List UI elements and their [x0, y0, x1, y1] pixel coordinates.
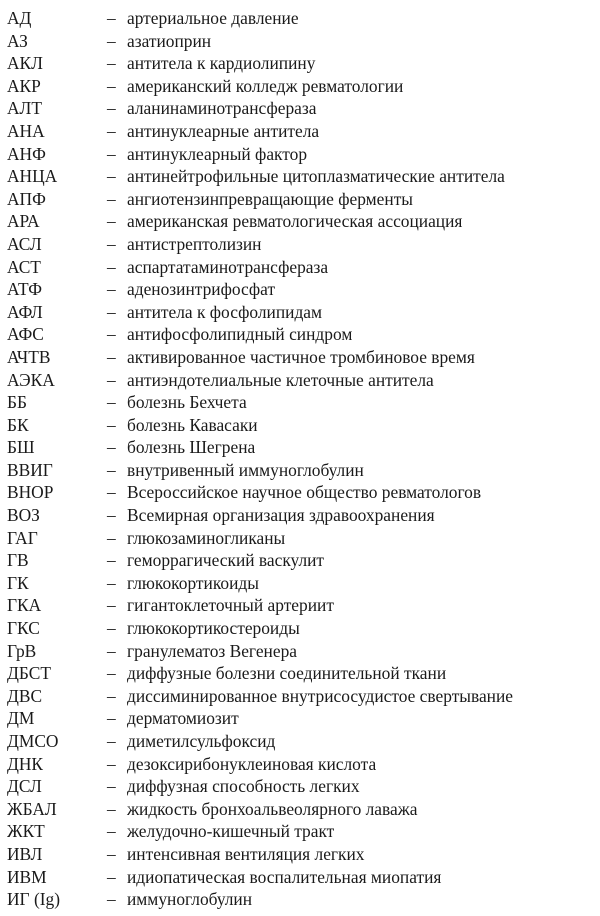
- dash-separator: –: [107, 30, 116, 51]
- abbreviation-definition: антитела к кардиолипину: [127, 53, 316, 74]
- dash-separator: –: [107, 8, 116, 28]
- abbreviation-definition: геморрагический васкулит: [127, 550, 325, 571]
- abbreviation-term: ГКА: [7, 595, 42, 616]
- abbreviation-term: АНФ: [7, 143, 46, 164]
- abbreviation-term: АФЛ: [7, 301, 43, 322]
- abbreviation-definition: антистрептолизин: [127, 233, 262, 254]
- abbreviation-row: [0, 888, 600, 911]
- abbreviation-definition: американский колледж ревматологии: [127, 75, 404, 96]
- dash-separator: –: [107, 618, 116, 639]
- abbreviation-definition: иммуноглобулин: [127, 889, 253, 910]
- dash-separator: –: [107, 527, 116, 548]
- abbreviation-term: ДСЛ: [7, 776, 42, 797]
- dash-separator: –: [107, 279, 116, 300]
- dash-separator: –: [107, 256, 116, 277]
- dash-separator: –: [107, 798, 116, 819]
- abbreviation-term: АНА: [7, 120, 45, 141]
- abbreviation-definition: антинуклеарный фактор: [127, 143, 308, 164]
- abbreviation-definition: болезнь Шегрена: [127, 437, 256, 458]
- abbreviation-definition: гигантоклеточный артериит: [127, 595, 334, 616]
- abbreviation-row: [0, 775, 600, 798]
- abbreviation-row: [0, 730, 600, 753]
- abbreviation-row: [0, 572, 600, 595]
- abbreviation-row: [0, 662, 600, 685]
- dash-separator: –: [107, 595, 116, 616]
- abbreviation-term: ДМ: [7, 708, 35, 729]
- dash-separator: –: [107, 708, 116, 729]
- abbreviation-row: [0, 753, 600, 776]
- abbreviation-definition: антифосфолипидный синдром: [127, 324, 353, 345]
- dash-separator: –: [107, 98, 116, 119]
- abbreviation-row: [0, 75, 600, 98]
- abbreviation-term: ББ: [7, 392, 27, 413]
- abbreviation-definition: глюкокортикоиды: [127, 572, 259, 593]
- abbreviation-definition: диссиминированное внутрисосудистое свертывание: [127, 685, 514, 706]
- abbreviation-row: [0, 391, 600, 414]
- abbreviation-term: БК: [7, 414, 29, 435]
- abbreviation-row: [0, 798, 600, 821]
- abbreviation-row: [0, 549, 600, 572]
- abbreviation-row: [0, 323, 600, 346]
- abbreviation-definition: болезнь Бехчета: [127, 392, 247, 413]
- abbreviation-row: [0, 143, 600, 166]
- abbreviation-term: ГВ: [7, 550, 29, 571]
- abbreviation-definition: желудочно-кишечный тракт: [127, 821, 335, 842]
- abbreviation-term: ДБСТ: [7, 663, 51, 684]
- abbreviation-definition: диффузные болезни соединительной ткани: [127, 663, 447, 684]
- abbreviation-term: ИВМ: [7, 866, 47, 887]
- abbreviation-term: ДНК: [7, 753, 44, 774]
- abbreviation-row: [0, 97, 600, 120]
- abbreviation-row: [0, 120, 600, 143]
- abbreviation-term: АКЛ: [7, 53, 43, 74]
- abbreviation-term: АФС: [7, 324, 44, 345]
- abbreviation-row: [0, 188, 600, 211]
- abbreviation-row: [0, 617, 600, 640]
- abbreviation-definition: диффузная способность легких: [127, 776, 360, 797]
- abbreviation-definition: антитела к фосфолипидам: [127, 301, 323, 322]
- dash-separator: –: [107, 346, 116, 367]
- abbreviation-term: ГрВ: [7, 640, 37, 661]
- dash-separator: –: [107, 866, 116, 887]
- abbreviation-term: ВНОР: [7, 482, 54, 503]
- dash-separator: –: [107, 301, 116, 322]
- dash-separator: –: [107, 369, 116, 390]
- dash-separator: –: [107, 459, 116, 480]
- dash-separator: –: [107, 75, 116, 96]
- abbreviation-term: ГКС: [7, 618, 40, 639]
- abbreviation-term: АЛТ: [7, 98, 42, 119]
- abbreviation-definition: артериальное давление: [127, 8, 299, 28]
- dash-separator: –: [107, 211, 116, 232]
- abbreviation-definition: диметилсульфоксид: [127, 731, 276, 751]
- abbreviation-definition: антинейтрофильные цитоплазматические антитела: [127, 166, 505, 187]
- abbreviation-term: АСТ: [7, 256, 41, 277]
- abbreviation-term: АД: [7, 8, 32, 28]
- abbreviation-term: ДМСО: [7, 731, 59, 751]
- abbreviation-row: [0, 301, 600, 324]
- abbreviation-definition: американская ревматологическая ассоциация: [127, 211, 463, 232]
- abbreviation-definition: болезнь Кавасаки: [127, 414, 258, 435]
- abbreviation-term: ГАГ: [7, 527, 38, 548]
- dash-separator: –: [107, 437, 116, 458]
- abbreviation-term: АЧТВ: [7, 346, 51, 367]
- dash-separator: –: [107, 505, 116, 526]
- dash-separator: –: [107, 572, 116, 593]
- abbreviation-row: [0, 685, 600, 708]
- dash-separator: –: [107, 324, 116, 345]
- abbreviation-term: АКР: [7, 75, 41, 96]
- dash-separator: –: [107, 640, 116, 661]
- dash-separator: –: [107, 414, 116, 435]
- abbreviation-definition: антиэндотелиальные клеточные антитела: [127, 369, 434, 390]
- abbreviation-definition: Всероссийское научное общество ревматологов: [127, 482, 482, 503]
- abbreviation-definition: активированное частичное тромбиновое время: [127, 346, 475, 367]
- abbreviation-definition: идиопатическая воспалительная миопатия: [127, 866, 442, 887]
- abbreviation-term: ВОЗ: [7, 505, 40, 526]
- abbreviation-definition: дезоксирибонуклеиновая кислота: [127, 753, 377, 774]
- abbreviation-row: [0, 52, 600, 75]
- abbreviation-definition: глюкокортикостероиды: [127, 618, 300, 639]
- abbreviation-term: ЖБАЛ: [7, 798, 57, 819]
- abbreviation-row: [0, 594, 600, 617]
- abbreviation-term: АПФ: [7, 188, 46, 209]
- abbreviation-definition: ангиотензинпревращающие ферменты: [127, 188, 413, 209]
- abbreviation-term: АНЦА: [7, 166, 58, 187]
- abbreviation-row: [0, 640, 600, 663]
- dash-separator: –: [107, 233, 116, 254]
- abbreviation-row: [0, 504, 600, 527]
- abbreviation-term: ВВИГ: [7, 459, 53, 480]
- abbreviation-definition: внутривенный иммуноглобулин: [127, 459, 364, 480]
- dash-separator: –: [107, 188, 116, 209]
- dash-separator: –: [107, 482, 116, 503]
- abbreviation-definition: дерматомиозит: [127, 708, 239, 729]
- dash-separator: –: [107, 685, 116, 706]
- abbreviation-term: АЭКА: [7, 369, 55, 390]
- abbreviation-term: АЗ: [7, 30, 28, 51]
- abbreviation-definition: жидкость бронхоальвеолярного лаважа: [127, 798, 418, 819]
- dash-separator: –: [107, 753, 116, 774]
- abbreviation-row: [0, 820, 600, 843]
- abbreviation-row: [0, 866, 600, 889]
- dash-separator: –: [107, 120, 116, 141]
- abbreviation-row: [0, 414, 600, 437]
- abbreviation-term: АСЛ: [7, 233, 42, 254]
- dash-separator: –: [107, 166, 116, 187]
- dash-separator: –: [107, 550, 116, 571]
- abbreviation-definition: аланинаминотрансфераза: [127, 98, 317, 119]
- abbreviation-term: АРА: [7, 211, 40, 232]
- abbreviation-definition: Всемирная организация здравоохранения: [127, 505, 435, 526]
- abbreviation-term: ИВЛ: [7, 843, 43, 864]
- abbreviation-row: [0, 30, 600, 53]
- abbreviation-row: [0, 165, 600, 188]
- dash-separator: –: [107, 821, 116, 842]
- abbreviation-definition: гранулематоз Вегенера: [127, 640, 297, 661]
- abbreviation-definition: азатиоприн: [127, 30, 212, 51]
- abbreviation-term: ЖКТ: [7, 821, 45, 842]
- abbreviation-row: [0, 278, 600, 301]
- dash-separator: –: [107, 843, 116, 864]
- dash-separator: –: [107, 889, 116, 910]
- abbreviation-row: [0, 707, 600, 730]
- abbreviation-row: [0, 481, 600, 504]
- abbreviation-row: [0, 459, 600, 482]
- dash-separator: –: [107, 663, 116, 684]
- dash-separator: –: [107, 776, 116, 797]
- abbreviation-row: [0, 369, 600, 392]
- abbreviation-row: [0, 527, 600, 550]
- abbreviation-term: ИГ (Ig): [7, 889, 61, 910]
- abbreviation-definition: глюкозаминогликаны: [127, 527, 286, 548]
- dash-separator: –: [107, 53, 116, 74]
- abbreviation-definition: антинуклеарные антитела: [127, 120, 320, 141]
- dash-separator: –: [107, 392, 116, 413]
- dash-separator: –: [107, 731, 116, 751]
- abbreviation-definition: аспартатаминотрансфераза: [127, 256, 329, 277]
- dash-separator: –: [107, 143, 116, 164]
- abbreviation-term: ДВС: [7, 685, 43, 706]
- abbreviation-row: [0, 7, 600, 30]
- abbreviation-row: [0, 436, 600, 459]
- abbreviation-term: БШ: [7, 437, 35, 458]
- abbreviation-row: [0, 346, 600, 369]
- abbreviation-row: [0, 256, 600, 279]
- abbreviation-term: АТФ: [7, 279, 43, 300]
- abbreviation-definition: интенсивная вентиляция легких: [127, 843, 365, 864]
- abbreviation-term: ГК: [7, 572, 29, 593]
- abbreviation-definition: аденозинтрифосфат: [127, 279, 276, 300]
- abbreviation-row: [0, 210, 600, 233]
- abbreviation-row: [0, 233, 600, 256]
- abbreviation-row: [0, 843, 600, 866]
